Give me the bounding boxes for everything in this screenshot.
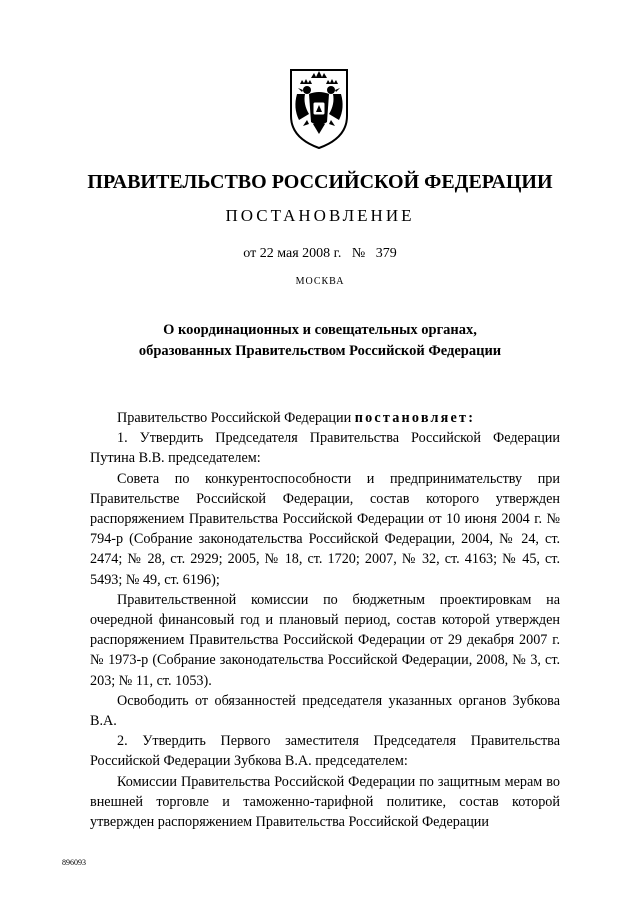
paragraph: Комиссии Правительства Российской Федерации по защитным мерам во внешней торговле и таможенно-тарифной политике, состав которой утвержден распоряжением Правительства Российской Федерации <box>90 773 560 831</box>
paragraph: Совета по конкурентоспособности и предпринимательству при Правительстве Российской Федерации, состав которого утвержден распоряжением Правительства Российской Федерации от 10 июня 2004 г. № 794-р (Собрание законодательства Российской Федерации, 2004, № 24, ст. 2474; № 28, ст. 2929; 2005, № 18, ст. 1720; 2007, № 32, ст. 4163; № 45, ст. 5493; № 49, ст. 6196); <box>90 470 560 588</box>
date-prefix: от <box>243 246 257 261</box>
intro-paragraph <box>90 408 560 428</box>
intro-text: Правительство Российской Федерации <box>117 410 355 426</box>
document-body <box>90 408 560 832</box>
paragraph: Правительственной комиссии по бюджетным проектировкам на очередной финансовый год и плановый период, состав которой утвержден распоряжением Правительства Российской Федерации от 29 декабря 2007 г. № 1973-р (Собрание законодательства Российской Федерации, 2008, № 3, ст. 203; № 11, ст. 1053). <box>90 591 560 689</box>
number-sign: № <box>351 246 366 261</box>
heading-line-1: О координационных и совещательных органах, <box>163 322 477 338</box>
paragraph: 1. Утвердить Председателя Правительства Российской Федерации Путина В.В. председателем: <box>90 430 560 467</box>
document-date: 22 мая 2008 г. <box>259 246 342 261</box>
document-city: МОСКВА <box>295 276 345 287</box>
intro-decree-verb: постановляет: <box>354 410 476 426</box>
document-date-line <box>0 246 640 262</box>
document-number: 379 <box>375 246 397 261</box>
document-heading <box>0 320 640 362</box>
heading-line-2: образованных Правительством Российской Федерации <box>138 343 502 359</box>
coat-of-arms-icon <box>285 64 353 152</box>
footer-code: 896093 <box>62 858 86 867</box>
document-type: ПОСТАНОВЛЕНИЕ <box>225 206 415 225</box>
paragraph: Освободить от обязанностей председателя указанных органов Зубкова В.А. <box>90 692 560 730</box>
government-title: ПРАВИТЕЛЬСТВО РОССИЙСКОЙ ФЕДЕРАЦИИ <box>87 171 553 193</box>
paragraph: 2. Утвердить Первого заместителя Председателя Правительства Российской Федерации Зубкова В.А. председателем: <box>90 733 560 770</box>
